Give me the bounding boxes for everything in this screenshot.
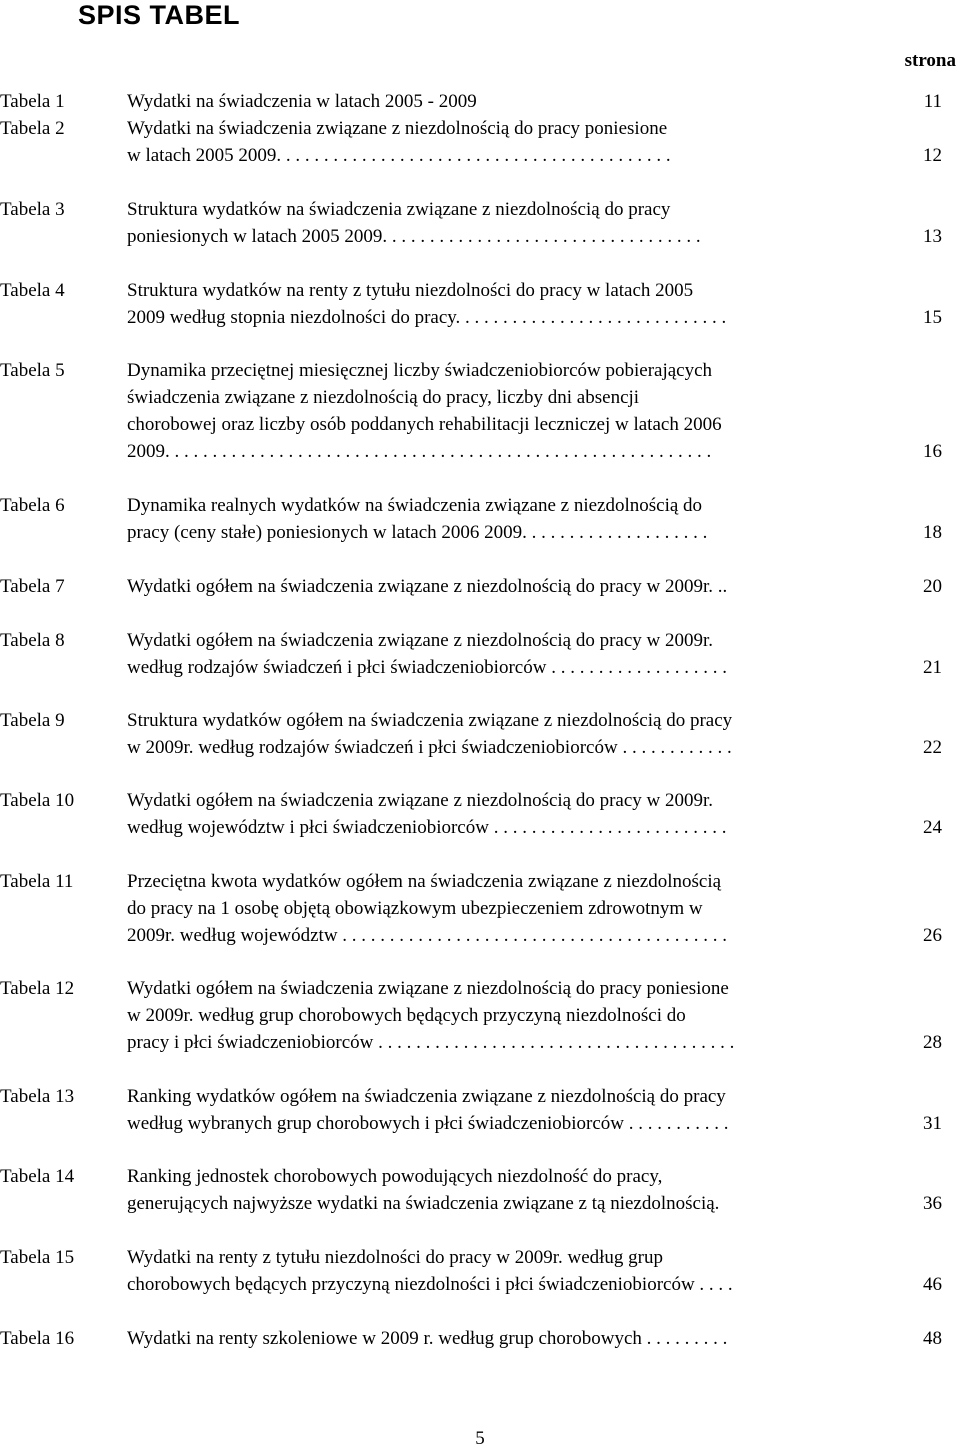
- toc-entry-title: [127, 707, 917, 761]
- toc-entry-title-line: według rodzajów świadczeń i płci świadczeniobiorców . . . . . . . . . . . . . . . . . . .: [127, 657, 727, 678]
- toc-entry-title-line: Wydatki ogółem na świadczenia związane z niezdolnością do pracy w 2009r.: [127, 790, 714, 811]
- toc-entry-label: Tabela 7: [0, 576, 65, 597]
- toc-entry-title-line: w 2009r. według rodzajów świadczeń i płci świadczeniobiorców . . . . . . . . . . . .: [127, 737, 732, 758]
- toc-entry-title-line: pracy (ceny stałe) poniesionych w latach 2006 2009. . . . . . . . . . . . . . . . . . . .: [127, 522, 708, 543]
- toc-entry-title-line: Struktura wydatków ogółem na świadczenia związane z niezdolnością do pracy: [127, 710, 733, 731]
- toc-entry-title-line: Dynamika przeciętnej miesięcznej liczby świadczeniobiorców pobierających: [127, 360, 713, 381]
- toc-entry-page: 15: [923, 307, 942, 328]
- toc-entry-title-line: Przeciętna kwota wydatków ogółem na świadczenia związane z niezdolnością: [127, 871, 722, 892]
- toc-entry[interactable]: [0, 1244, 960, 1298]
- toc-entry-title-line: Struktura wydatków na renty z tytułu niezdolności do pracy w latach 2005: [127, 280, 694, 301]
- toc-entry-title: [127, 787, 917, 841]
- toc-entry-page: 20: [923, 576, 942, 597]
- toc-entry[interactable]: [0, 787, 960, 841]
- toc-entry-page: 13: [923, 226, 942, 247]
- toc-entry-label: Tabela 12: [0, 978, 75, 999]
- toc-entry-title-line: chorobowej oraz liczby osób poddanych rehabilitacji leczniczej w latach 2006: [127, 414, 722, 435]
- toc-entry-title-line: według wybranych grup chorobowych i płci świadczeniobiorców . . . . . . . . . . .: [127, 1113, 729, 1134]
- toc-entry-title-line: 2009. . . . . . . . . . . . . . . . . . . . . . . . . . . . . . . . . . . . . . . . . . . . . . . . . . . . . . . . . .: [127, 441, 712, 462]
- toc-entry-title-line: Struktura wydatków na świadczenia związane z niezdolnością do pracy: [127, 199, 671, 220]
- toc-entry-page: 12: [923, 145, 942, 166]
- toc-entry-title-line: według województw i płci świadczeniobiorców . . . . . . . . . . . . . . . . . . . . . . . . .: [127, 817, 727, 838]
- toc-entry-title-line: chorobowych będących przyczyną niezdolności i płci świadczeniobiorców . . . .: [127, 1274, 733, 1295]
- toc-entry-page: 11: [923, 91, 942, 112]
- toc-entry-label: Tabela 16: [0, 1328, 75, 1349]
- toc-entry-page: 21: [923, 657, 942, 678]
- toc-entry-page: 22: [923, 737, 942, 758]
- toc-entry-label: Tabela 8: [0, 630, 65, 651]
- toc-entry-title-line: 2009 według stopnia niezdolności do pracy. . . . . . . . . . . . . . . . . . . . . . . . . . . . .: [127, 307, 727, 328]
- toc-entry-title-line: świadczenia związane z niezdolnością do pracy, liczby dni absencji: [127, 387, 640, 408]
- toc-entry-title: [127, 868, 917, 949]
- toc-entry-label: Tabela 10: [0, 790, 75, 811]
- toc-entry-title: [127, 196, 917, 250]
- toc-entry-label: Tabela 9: [0, 710, 65, 731]
- page-title: SPIS TABEL: [78, 0, 241, 30]
- page-number: 5: [475, 1428, 485, 1449]
- toc-entry-title: [127, 1325, 917, 1352]
- toc-entry[interactable]: [0, 357, 960, 465]
- toc-entry-page: 36: [923, 1193, 942, 1214]
- toc-entry-title-line: pracy i płci świadczeniobiorców . . . . . . . . . . . . . . . . . . . . . . . . . . . . . . . . . . . . . .: [127, 1032, 735, 1053]
- toc-entry-label: Tabela 2: [0, 118, 65, 139]
- toc-entry-label: Tabela 6: [0, 495, 65, 516]
- toc-entry-label: Tabela 13: [0, 1086, 75, 1107]
- toc-entry-title: [127, 1083, 917, 1137]
- toc-entry[interactable]: [0, 88, 960, 115]
- toc-entry-title-line: Wydatki ogółem na świadczenia związane z niezdolnością do pracy poniesione: [127, 978, 729, 999]
- toc-entry-page: 31: [923, 1113, 942, 1134]
- toc-entry-title-line: 2009r. według województw . . . . . . . . . . . . . . . . . . . . . . . . . . . . . . . . . . . . . . . . .: [127, 925, 728, 946]
- toc-entry-page: 16: [923, 441, 942, 462]
- toc-entry-label: Tabela 3: [0, 199, 65, 220]
- toc-entry-page: 18: [923, 522, 942, 543]
- toc-entry-title: [127, 975, 917, 1056]
- toc-entry-label: Tabela 14: [0, 1166, 75, 1187]
- toc-entry[interactable]: [0, 277, 960, 331]
- page-column-header: strona: [904, 50, 956, 71]
- toc-entry-page: 48: [923, 1328, 942, 1349]
- toc-entry-title-line: Dynamika realnych wydatków na świadczenia związane z niezdolnością do: [127, 495, 703, 516]
- toc-entry-label: Tabela 5: [0, 360, 65, 381]
- toc-entry-title: [127, 1244, 917, 1298]
- toc-entry[interactable]: [0, 1325, 960, 1352]
- toc-entry-title-line: Wydatki na świadczenia związane z niezdolnością do pracy poniesione: [127, 118, 668, 139]
- toc-entry-title-line: Ranking jednostek chorobowych powodujących niezdolność do pracy,: [127, 1166, 663, 1187]
- toc-entry[interactable]: [0, 975, 960, 1056]
- toc-entry-label: Tabela 4: [0, 280, 65, 301]
- toc-entry-title: [127, 88, 917, 115]
- toc-entry-title-line: Wydatki na renty z tytułu niezdolności do pracy w 2009r. według grup: [127, 1247, 664, 1268]
- toc-entry-title-line: Ranking wydatków ogółem na świadczenia związane z niezdolnością do pracy: [127, 1086, 726, 1107]
- toc-entry-title-line: Wydatki ogółem na świadczenia związane z niezdolnością do pracy w 2009r. ..: [127, 576, 728, 597]
- toc-entry[interactable]: [0, 115, 960, 169]
- toc-entry-page: 24: [923, 817, 942, 838]
- toc-entry[interactable]: [0, 196, 960, 250]
- toc-entry-label: Tabela 15: [0, 1247, 75, 1268]
- toc-entry-title: [127, 277, 917, 331]
- toc-entry-title-line: generujących najwyższe wydatki na świadczenia związane z tą niezdolnością.: [127, 1193, 720, 1214]
- toc-entry-title: [127, 357, 917, 465]
- toc-entry-title: [127, 573, 917, 600]
- toc-entry[interactable]: [0, 573, 960, 600]
- toc-entry[interactable]: [0, 1163, 960, 1217]
- toc-entry-label: Tabela 11: [0, 871, 74, 892]
- toc-entry-title: [127, 627, 917, 681]
- toc-entry-title-line: Wydatki na świadczenia w latach 2005 - 2009: [127, 91, 477, 112]
- toc-entry-page: 26: [923, 925, 942, 946]
- toc-entry-title: [127, 115, 917, 169]
- toc-entry-title-line: w latach 2005 2009. . . . . . . . . . . . . . . . . . . . . . . . . . . . . . . . . . . . . . . . . .: [127, 145, 671, 166]
- toc-entry[interactable]: [0, 492, 960, 546]
- toc-entry-page: 46: [923, 1274, 942, 1295]
- toc-entry[interactable]: [0, 868, 960, 949]
- toc-entry-title: [127, 492, 917, 546]
- toc-entry-title-line: poniesionych w latach 2005 2009. . . . . . . . . . . . . . . . . . . . . . . . . . . . . . . . . .: [127, 226, 701, 247]
- toc-entry-title-line: w 2009r. według grup chorobowych będących przyczyną niezdolności do: [127, 1005, 686, 1026]
- toc-entry-label: Tabela 1: [0, 91, 65, 112]
- toc-entry[interactable]: [0, 1083, 960, 1137]
- toc-entry-page: 28: [923, 1032, 942, 1053]
- toc-entry-title: [127, 1163, 917, 1217]
- toc-entry[interactable]: [0, 627, 960, 681]
- toc-entry-title-line: do pracy na 1 osobę objętą obowiązkowym ubezpieczeniem zdrowotnym w: [127, 898, 703, 919]
- toc-entry-title-line: Wydatki ogółem na świadczenia związane z niezdolnością do pracy w 2009r.: [127, 630, 714, 651]
- toc-entry[interactable]: [0, 707, 960, 761]
- toc-entry-title-line: Wydatki na renty szkoleniowe w 2009 r. według grup chorobowych . . . . . . . . .: [127, 1328, 728, 1349]
